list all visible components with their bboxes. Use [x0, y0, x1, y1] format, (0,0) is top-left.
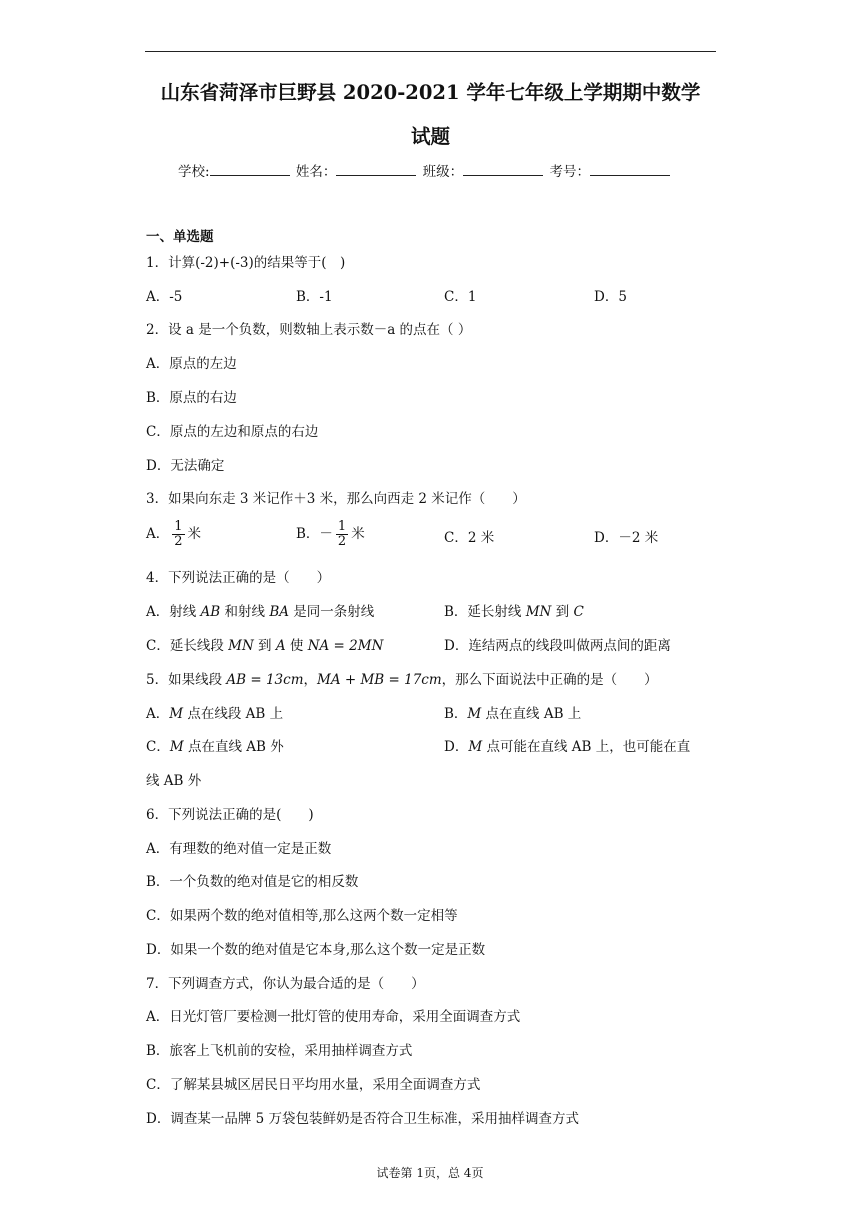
q2-option-b: B．原点的右边 [146, 390, 237, 406]
q4-a-math-1: AB [200, 604, 221, 620]
school-label: 学校: [178, 164, 210, 180]
question-7-stem: 7．下列调查方式，你认为最合适的是（ ） [146, 976, 425, 992]
q3-a-label: A． [146, 526, 170, 542]
page-title-cont: 试题 [410, 125, 450, 148]
q4-a-math-2: BA [269, 604, 289, 620]
q5-c-text: 点在直线 AB 外 [183, 739, 284, 755]
q5-c-math: M [169, 739, 184, 755]
q4-a-text-3: 是同一条射线 [288, 604, 375, 620]
number-field[interactable] [590, 163, 670, 176]
q6-option-c: C．如果两个数的绝对值相等,那么这两个数一定相等 [146, 908, 458, 924]
q6-option-b: B．一个负数的绝对值是它的相反数 [146, 874, 359, 890]
q3-a-denominator: 2 [174, 534, 183, 549]
name-field[interactable] [336, 163, 416, 176]
q1-option-b: B．-1 [296, 289, 333, 305]
q7-option-c: C．了解某县城区居民日平均用水量，采用全面调查方式 [146, 1077, 481, 1093]
question-5-stem [146, 671, 658, 689]
q4-option-b [444, 603, 584, 621]
q5-option-c [146, 738, 284, 756]
school-field[interactable] [210, 163, 290, 176]
q4-a-text-2: 和射线 [220, 604, 270, 620]
q3-b-numerator: 1 [337, 519, 347, 534]
q3-b-label: B．－ [296, 526, 333, 542]
q4-option-c [146, 637, 383, 655]
q7-option-d: D．调查某一品牌 5 万袋包装鲜奶是否符合卫生标准，采用抽样调查方式 [146, 1111, 579, 1127]
q5-stem-math-1: AB = 13cm [226, 672, 304, 688]
question-3-stem: 3．如果向东走 3 米记作＋3 米，那么向西走 2 米记作（ ） [146, 491, 526, 507]
number-label: 考号： [549, 164, 590, 180]
question-6-stem: 6．下列说法正确的是( ) [146, 807, 314, 823]
q4-option-d: D．连结两点的线段叫做两点间的距离 [444, 638, 671, 654]
q5-stem-text: 5．如果线段 [146, 672, 227, 688]
q4-c-text: C．延长线段 [146, 638, 229, 654]
q4-c-math-1: MN [228, 638, 254, 654]
q5-c-label: C． [146, 739, 170, 755]
q4-b-text-2: 到 [551, 604, 574, 620]
q5-b-text: 点在直线 AB 上 [481, 706, 582, 722]
name-label: 姓名： [295, 164, 337, 180]
section-heading: 一、单选题 [146, 229, 214, 245]
page-footer: 试卷第 1页，总 4页 [376, 1166, 484, 1180]
q4-c-math-3: NA = 2MN [307, 638, 384, 654]
q6-option-d: D．如果一个数的绝对值是它本身,那么这个数一定是正数 [146, 942, 486, 958]
page-title: 山东省菏泽市巨野县 2020-2021 学年七年级上学期期中数学 [160, 81, 701, 104]
q5-a-text: 点在线段 AB 上 [183, 706, 284, 722]
q3-b-fraction [336, 520, 348, 549]
q4-b-text: B．延长射线 [444, 604, 526, 620]
q3-option-b [296, 520, 365, 549]
q5-stem-math-2: MA + MB = 17cm [317, 672, 442, 688]
class-label: 班级： [422, 164, 464, 180]
q4-a-text: A．射线 [146, 604, 201, 620]
q3-b-unit: 米 [351, 526, 365, 542]
q5-stem-text-3: ，那么下面说法中正确的是（ ） [441, 672, 658, 688]
q1-option-a: A．-5 [146, 289, 183, 305]
q7-option-a: A．日光灯管厂要检测一批灯管的使用寿命，采用全面调查方式 [146, 1009, 521, 1025]
q3-a-numerator: 1 [174, 519, 183, 534]
q4-c-text-3: 使 [285, 638, 308, 654]
q5-stem-text-2: ， [303, 672, 317, 688]
q4-c-text-2: 到 [253, 638, 276, 654]
q6-option-a: A．有理数的绝对值一定是正数 [146, 841, 332, 857]
q3-option-d: D．－2 米 [594, 530, 659, 546]
q5-b-math: M [467, 706, 482, 722]
question-1-stem: 1．计算(-2)+(-3)的结果等于( ) [146, 255, 346, 271]
question-2-stem: 2．设 a 是一个负数，则数轴上表示数－a 的点在（ ） [146, 322, 472, 338]
q5-option-b [444, 705, 581, 723]
q3-option-c: C．2 米 [444, 530, 495, 546]
q5-b-label: B． [444, 706, 468, 722]
q4-c-math-2: A [275, 638, 286, 654]
q7-option-b: B．旅客上飞机前的安检，采用抽样调查方式 [146, 1043, 413, 1059]
q5-d-label: D． [444, 739, 469, 755]
q5-a-math: M [169, 706, 184, 722]
q5-option-d-cont: 线 AB 外 [146, 773, 202, 789]
q4-b-math-1: MN [525, 604, 552, 620]
q3-a-fraction [172, 520, 184, 549]
student-info-row [178, 160, 672, 180]
q4-option-a [146, 603, 374, 621]
q5-option-a [146, 705, 283, 723]
question-4-stem: 4．下列说法正确的是（ ） [146, 570, 331, 586]
q1-option-c: C．1 [444, 289, 477, 305]
class-field[interactable] [463, 163, 543, 176]
q1-option-d: D．5 [594, 289, 627, 305]
q5-a-label: A． [146, 706, 170, 722]
q3-a-unit: 米 [187, 526, 202, 542]
q4-b-math-2: C [573, 604, 584, 620]
q3-option-a [146, 520, 201, 549]
q2-option-c: C．原点的左边和原点的右边 [146, 424, 319, 440]
q5-d-text: 点可能在直线 AB 上，也可能在直 [482, 739, 691, 755]
q5-d-math: M [468, 739, 483, 755]
header-rule [145, 51, 716, 52]
q5-option-d [444, 738, 690, 756]
q3-b-denominator: 2 [337, 534, 347, 549]
q2-option-d: D．无法确定 [146, 458, 225, 474]
q2-option-a: A．原点的左边 [146, 356, 237, 372]
